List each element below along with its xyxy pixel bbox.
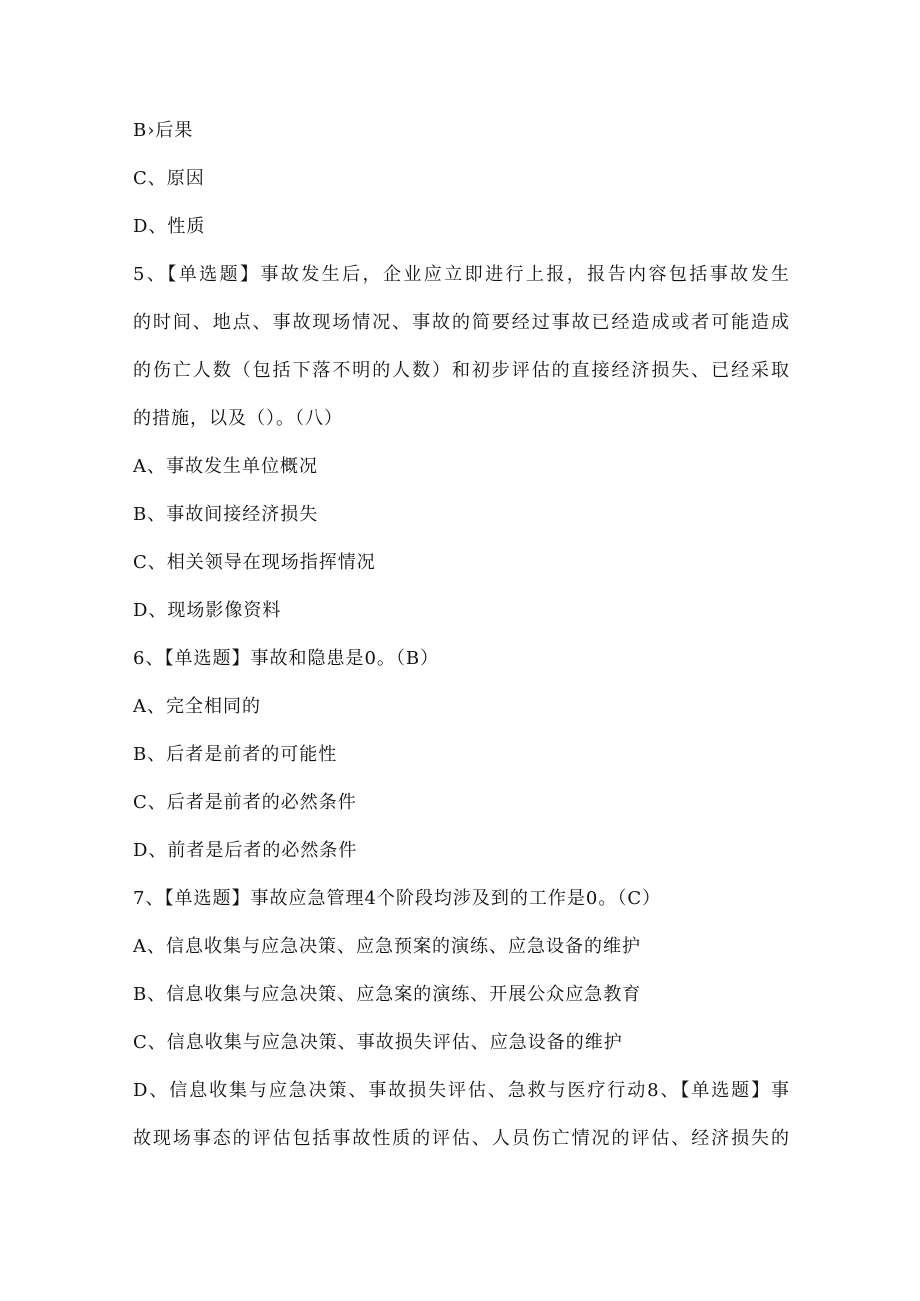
option-d-q4: D、性质	[133, 216, 206, 237]
question-5-line-4: 的措施，以及（）。（八）	[133, 408, 343, 429]
option-a-q7: A、信息收集与应急决策、应急预案的演练、应急设备的维护	[133, 936, 641, 957]
option-c-q6: C、后者是前者的必然条件	[133, 792, 357, 813]
question-5-line-2: 的时间、地点、事故现场情况、事故的简要经过事故已经造成或者可能造成	[133, 312, 789, 333]
option-a-q6: A、完全相同的	[133, 696, 261, 717]
question-5-line-1: 5、【单选题】事故发生后，企业应立即进行上报，报告内容包括事故发生	[133, 264, 789, 285]
option-b-q6: B、后者是前者的可能性	[133, 744, 338, 765]
option-d-q5: D、现场影像资料	[133, 600, 282, 621]
option-d-q6: D、前者是后者的必然条件	[133, 840, 358, 861]
option-a-q5: A、事故发生单位概况	[133, 456, 318, 477]
option-c-q7: C、信息收集与应急决策、事故损失评估、应急设备的维护	[133, 1032, 623, 1053]
question-8-line-2: 故现场事态的评估包括事故性质的评估、人员伤亡情况的评估、经济损失的	[133, 1128, 789, 1149]
question-5-line-3: 的伤亡人数（包括下落不明的人数）和初步评估的直接经济损失、已经采取	[133, 360, 789, 381]
option-d-q7-question-8-start: D、信息收集与应急决策、事故损失评估、急救与医疗行动8、【单选题】事	[133, 1080, 789, 1101]
option-c-q5: C、相关领导在现场指挥情况	[133, 552, 376, 573]
option-b-q4: B›后果	[133, 120, 194, 141]
question-6: 6、【单选题】事故和隐患是0。（B）	[133, 648, 440, 669]
option-b-q7: B、信息收集与应急决策、应急案的演练、开展公众应急教育	[133, 984, 642, 1005]
question-7: 7、【单选题】事故应急管理4个阶段均涉及到的工作是0。（C）	[133, 888, 662, 909]
option-b-q5: B、事故间接经济损失	[133, 504, 319, 525]
option-c-q4: C、原因	[133, 168, 205, 189]
